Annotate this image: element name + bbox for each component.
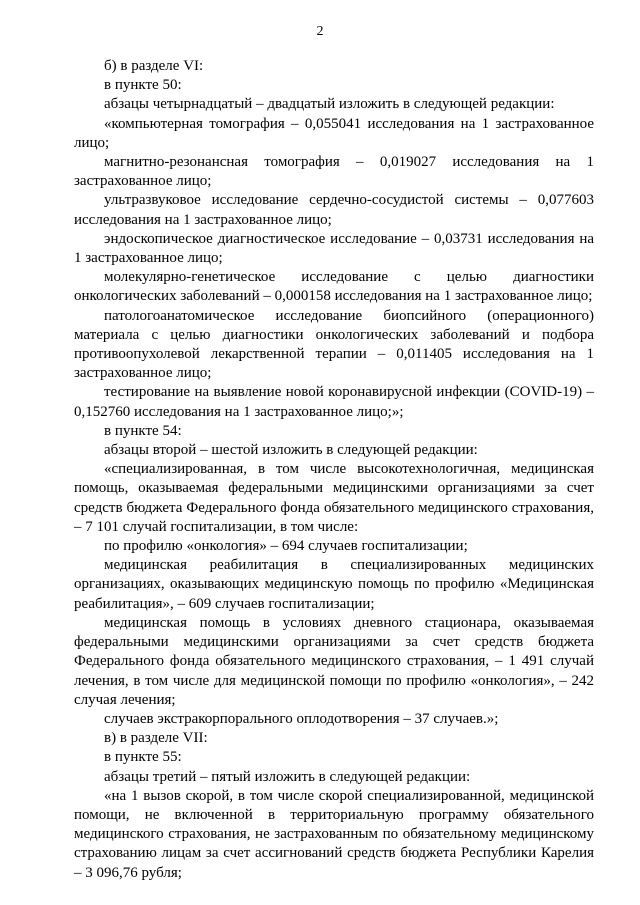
paragraph-ct: «компьютерная томография – 0,055041 исследования на 1 застрахованное лицо; xyxy=(74,115,594,151)
paragraph-ivf: случаев экстракорпорального оплодотворения – 37 случаев.»; xyxy=(104,710,499,727)
paragraph-edit-instruction: абзацы четырнадцатый – двадцатый изложить в следующей редакции: xyxy=(104,96,555,113)
paragraph-day-hospital: медицинская помощь в условиях дневного стационара, оказываемая федеральными медицинскими организациями за счет средств бюджета Федерального фонда обязательного медицинского страхования, – 1 491 случай лечения, в том числе для медицинской помощи по профилю «онкология», – 242 случая лечения; xyxy=(74,614,594,708)
paragraph-molecular-genetic: молекулярно-генетическое исследование с целью диагностики онкологических заболеваний – 0,000158 исследования на 1 застрахованное лицо; xyxy=(74,269,594,305)
paragraph-covid-testing: тестирование на выявление новой коронавирусной инфекции (COVID-19) – 0,152760 исследования на 1 застрахованное лицо;»; xyxy=(74,384,594,420)
paragraph-endoscopy: эндоскопическое диагностическое исследование – 0,03731 исследования на 1 застрахованное лицо; xyxy=(74,230,594,267)
paragraph-rehabilitation: медицинская реабилитация в специализированных медицинских организациях, оказывающих медицинскую помощь по профилю «Медицинская реабилитация», – 609 случаев госпитализации; xyxy=(74,557,594,612)
paragraph-point-54: в пункте 54: xyxy=(104,422,182,439)
paragraph-point-50: в пункте 50: xyxy=(104,77,182,94)
paragraph-mri: магнитно-резонансная томография – 0,019027 исследования на 1 застрахованное лицо; xyxy=(74,154,594,190)
paragraph-ultrasound: ультразвуковое исследование сердечно-сосудистой системы – 0,077603 исследования на 1 застрахованное лицо; xyxy=(74,192,594,228)
paragraph-specialized-care: «специализированная, в том числе высокотехнологичная, медицинская помощь, оказываемая федеральными медицинскими организациями за счет средств бюджета Федерального фонда обязательного медицинского страхования, – 7 101 случай госпитализации, в том числе: xyxy=(74,461,594,535)
document-body xyxy=(74,57,594,883)
paragraph-point-55: в пункте 55: xyxy=(104,749,182,766)
paragraph-section-7: в) в разделе VII: xyxy=(104,730,208,747)
paragraph-oncology: по профилю «онкология» – 694 случаев госпитализации; xyxy=(104,538,468,555)
paragraph-section-6: б) в разделе VI: xyxy=(104,58,204,74)
page-number: 2 xyxy=(316,24,324,39)
paragraph-edit-instruction-3: абзацы третий – пятый изложить в следующей редакции: xyxy=(104,768,471,785)
paragraph-edit-instruction-2: абзацы второй – шестой изложить в следующей редакции: xyxy=(104,442,478,459)
paragraph-pathology: патологоанатомическое исследование биопсийного (операционного) материала с целью диагностики онкологических заболеваний и подбора противоопухолевой лекарственной терапии – 0,011405 исследования на 1 застрахованное лицо; xyxy=(74,307,594,382)
paragraph-ambulance-call: «на 1 вызов скорой, в том числе скорой специализированной, медицинской помощи, не включенной в территориальную программу обязательного медицинского страхования, не застрахованным по обязательному медицинскому страхованию лицам за счет ассигнований средств бюджета Республики Карелия – 3 096,76 рубля; xyxy=(74,787,594,881)
